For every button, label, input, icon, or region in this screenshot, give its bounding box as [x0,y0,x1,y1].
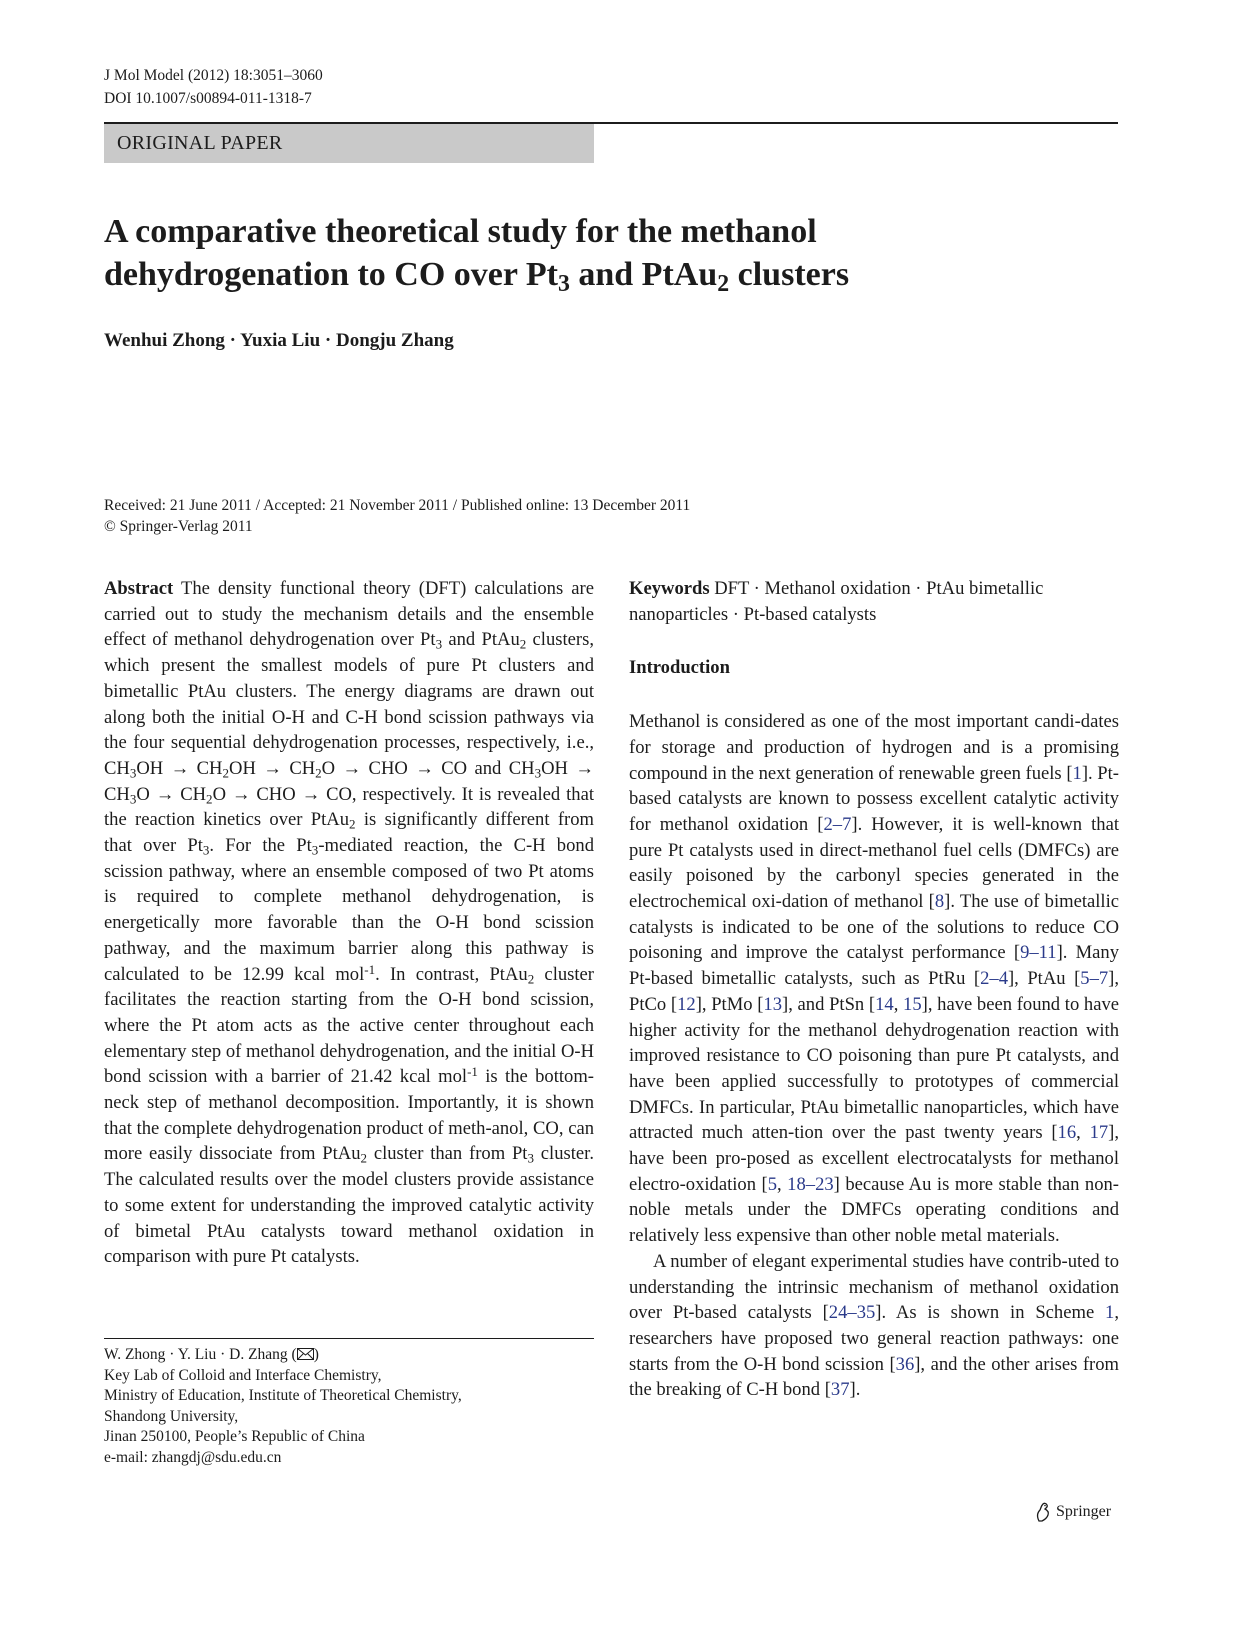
citation-link[interactable]: 9–11 [1020,942,1057,964]
citation-link[interactable]: 15 [903,993,922,1015]
keywords [629,576,1119,627]
affiliation-line-3: Shandong University, [104,1407,239,1425]
intro-paragraph-1: Methanol is considered as one of the most important candi-dates for storage and production of hydrogen and is a promising compound in the next generation of renewable green fuels [1]. Pt-based catalysts are known to possess excellent catalytic activity for methanol oxidation [2–7]. However, it is well-known that pure Pt catalysts used in direct-methanol fuel cells (DMFCs) are easily poisoned by the carbonyl species generated in the electrochemical oxi-dation of methanol [8]. The use of bimetallic catalysts is indicated to be one of the solutions to reduce CO poisoning and improve the catalyst performance [9–11]. Many Pt-based bimetallic catalysts, such as PtRu [2–4], PtAu [5–7], PtCo [12], PtMo [13], and PtSn [14, 15], have been found to have higher activity for the methanol dehydrogenation reaction with improved resistance to CO poisoning than pure Pt catalysts, and have been applied successfully to prototypes of commercial DMFCs. In particular, PtAu bimetallic nanoparticles, which have attracted much atten-tion over the past twenty years [16, 17], have been pro-posed as excellent electrocatalysts for methanol electro-oxidation [5, 18–23] because Au is more stable than non-noble metals under the DMFCs operating conditions and relatively less expensive than other noble metal materials. [629,711,1120,1247]
citation-link[interactable]: 37 [830,1379,850,1401]
affiliation [104,1345,594,1468]
intro-paragraph-2: A number of elegant experimental studies have contrib-uted to understanding the intrinsic mechanism of methanol oxidation over Pt-based catalysts [24–35]. As is shown in Scheme 1, researchers have proposed two general reaction pathways: one starts from the O-H bond scission [36], and the other arises from the breaking of C-H bond [37]. [629,1250,1120,1401]
publisher-name: Springer [1056,1503,1112,1520]
scheme-link[interactable]: 1 [1105,1302,1115,1324]
title-line-2: dehydrogenation to CO over $Pt_3$ and PtAu$_2$ clusters [104,256,850,297]
affiliation-names: W. Zhong · Y. Liu · D. Zhang ( ) [104,1346,319,1363]
citation-link[interactable]: 16 [1057,1122,1077,1144]
affiliation-line-4: Jinan 250100, People’s Republic of China [104,1428,365,1445]
email-link[interactable]: e-mail: zhangdj@sdu.edu.cn [104,1448,282,1466]
title-line-1: A comparative theoretical study for the methanol [104,213,817,250]
copyright: © Springer-Verlag 2011 [104,518,253,535]
citation-link[interactable]: 14 [875,993,894,1015]
citation-link[interactable]: 13 [763,993,783,1015]
keywords-text: DFT · Methanol oxidation · PtAu bimetallic nanoparticles · Pt-based catalysts [629,578,1044,625]
affiliation-line-2: Ministry of Education, Institute of Theoretical Chemistry, [104,1387,462,1404]
date-history: Received: 21 June 2011 / Accepted: 21 November 2011 / Published online: 13 December 2011 [104,497,691,514]
citation-link[interactable]: 5 [767,1173,778,1195]
journal-citation: J Mol Model (2012) 18:3051–3060 [104,67,323,84]
right-column [629,576,1119,1403]
envelope-icon [297,1348,314,1360]
affiliation-line-1: Key Lab of Colloid and Interface Chemistry, [104,1366,382,1384]
citation-link[interactable]: 8 [934,891,945,913]
citation-link[interactable]: 17 [1089,1122,1109,1144]
section-label: ORIGINAL PAPER [104,124,594,163]
citation-link[interactable]: 2–7 [823,813,852,835]
citation-link[interactable]: 24–35 [828,1302,876,1324]
keywords-label: Keywords [629,578,710,599]
citation-link[interactable]: 5–7 [1080,968,1109,990]
affiliation-rule [104,1338,594,1339]
citation-link[interactable]: 36 [895,1353,915,1375]
abstract: Abstract The density functional theory (DFT) calculations are carried out to study the mechanism details and the ensemble effect of methanol dehydrogenation over $Pt_3$ and PtAu$_2$ clusters, which present the smallest models of pure Pt clusters and bimetallic PtAu clusters. The energy diagrams are drawn out along both the initial O-H and C-H bond scission pathways via the four sequential dehydrogenation processes, respectively, i.e., $CH_3OH \to CH_2OH \to CH_2O$ → CHO → CO and $CH_3OH \to CH_3O \to CH_2O$ → CHO → CO, respectively. It is revealed that the reaction kinetics over PtAu$_2$ is significantly different from that over $Pt_3$. For the $Pt_3$-mediated reaction, the C-H bond scission pathway, where an ensemble composed of two Pt atoms is required to complete methanol dehydrogenation, is energetically more favorable than the O-H bond scission pathway, and the maximum barrier along this pathway is calculated to be 12.99 kcal mol$^{-1}$. In contrast, PtAu$_2$ cluster facilitates the reaction starting from the O-H bond scission, where the Pt atom acts as the active center throughout each elementary step of methanol dehydrogenation, and the initial O-H bond scission with a barrier of 21.42 kcal mol$^{-1}$ is the bottom-neck step of methanol decomposition. Importantly, it is shown that the complete dehydrogenation product of meth-anol, CO, can more easily dissociate from PtAu$_2$ cluster than from $Pt_3$ cluster. The calculated results over the model clusters provide assistance to some extent for understanding the improved catalytic activity of bimetal PtAu catalysts toward methanol oxidation in comparison with pure Pt catalysts. [104,578,595,1268]
paper-title [104,210,1104,296]
springer-horse-icon [1034,1502,1052,1522]
publisher-logo [1034,1502,1111,1522]
intro-heading: Introduction [629,657,730,679]
abstract-label: Abstract [104,578,174,599]
citation-link[interactable]: 2–4 [980,968,1008,990]
citation-link[interactable]: 12 [677,993,696,1015]
journal-info [104,64,323,110]
citation-link[interactable]: 1 [1072,762,1082,784]
author-list: Wenhui Zhong · Yuxia Liu · Dongju Zhang [104,330,454,351]
publication-dates [104,495,690,537]
citation-link[interactable]: 18–23 [787,1173,834,1195]
doi[interactable]: DOI 10.1007/s00894-011-1318-7 [104,90,312,107]
